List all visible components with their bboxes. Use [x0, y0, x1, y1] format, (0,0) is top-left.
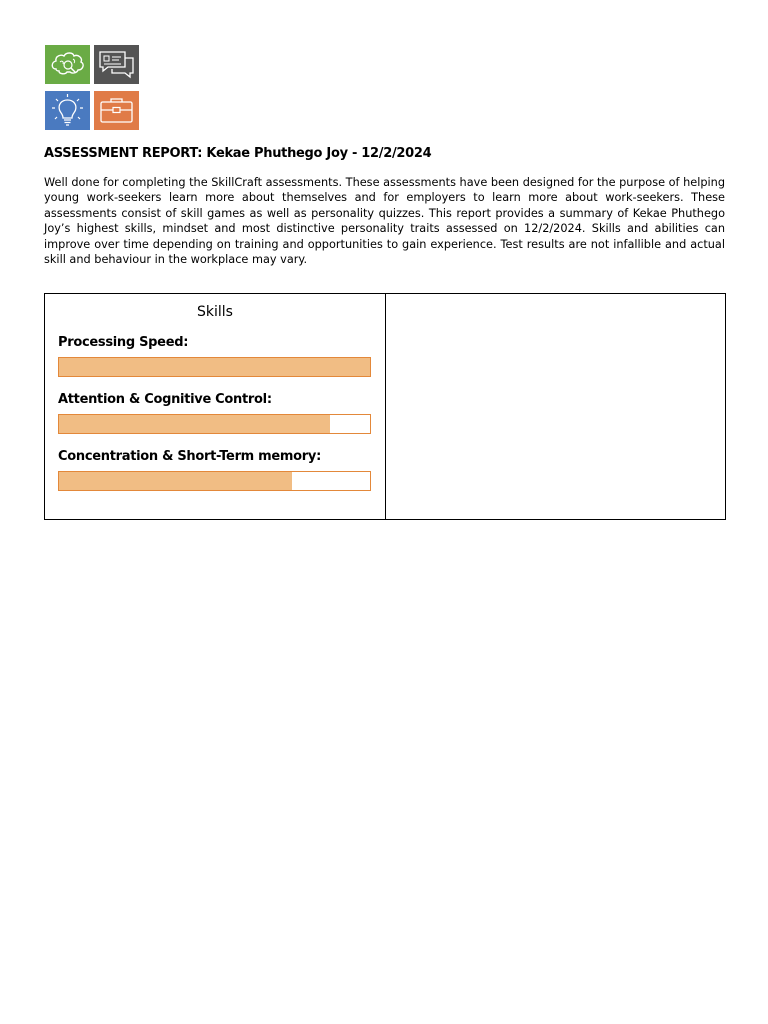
- report-title: ASSESSMENT REPORT: Kekae Phuthego Joy - 12/2/2024: [44, 146, 432, 161]
- brain-icon: [45, 45, 90, 84]
- results-panel: [44, 293, 726, 520]
- skillcraft-logo: [45, 45, 140, 130]
- briefcase-icon: [94, 91, 139, 130]
- skills-heading: Skills: [197, 304, 233, 320]
- skill-bar: [58, 471, 371, 491]
- skill-bar: [58, 414, 371, 434]
- skill-bar-fill: [59, 358, 370, 376]
- empty-right-section: [386, 294, 725, 519]
- skill-processing-speed: [58, 335, 372, 350]
- skill-label: Concentration & Short-Term memory:: [58, 449, 321, 464]
- report-intro: Well done for completing the SkillCraft assessments. These assessments have been designed for the purpose of helping young work-seekers learn more about themselves and for employers to learn more about work-seekers. These assessments consist of skill games as well as personality quizzes. This report provides a summary of Kekae Phuthego Joy’s highest skills, mindset and most distinctive personality traits assessed on 12/2/2024. Skills and abilities can improve over time depending on training and opportunities to gain experience. Test results are not infallible and actual skill and behaviour in the workplace may vary.: [44, 176, 725, 267]
- skill-bar-fill: [59, 415, 330, 433]
- chat-icon: [94, 45, 139, 84]
- skills-section: [45, 294, 385, 519]
- skill-label: Attention & Cognitive Control:: [58, 392, 272, 407]
- skill-attention-cognitive-control: [58, 392, 372, 407]
- skill-bar: [58, 357, 371, 377]
- skill-label: Processing Speed:: [58, 335, 189, 350]
- skill-bar-fill: [59, 472, 292, 490]
- skill-concentration-memory: [58, 449, 372, 464]
- lightbulb-icon: [45, 91, 90, 130]
